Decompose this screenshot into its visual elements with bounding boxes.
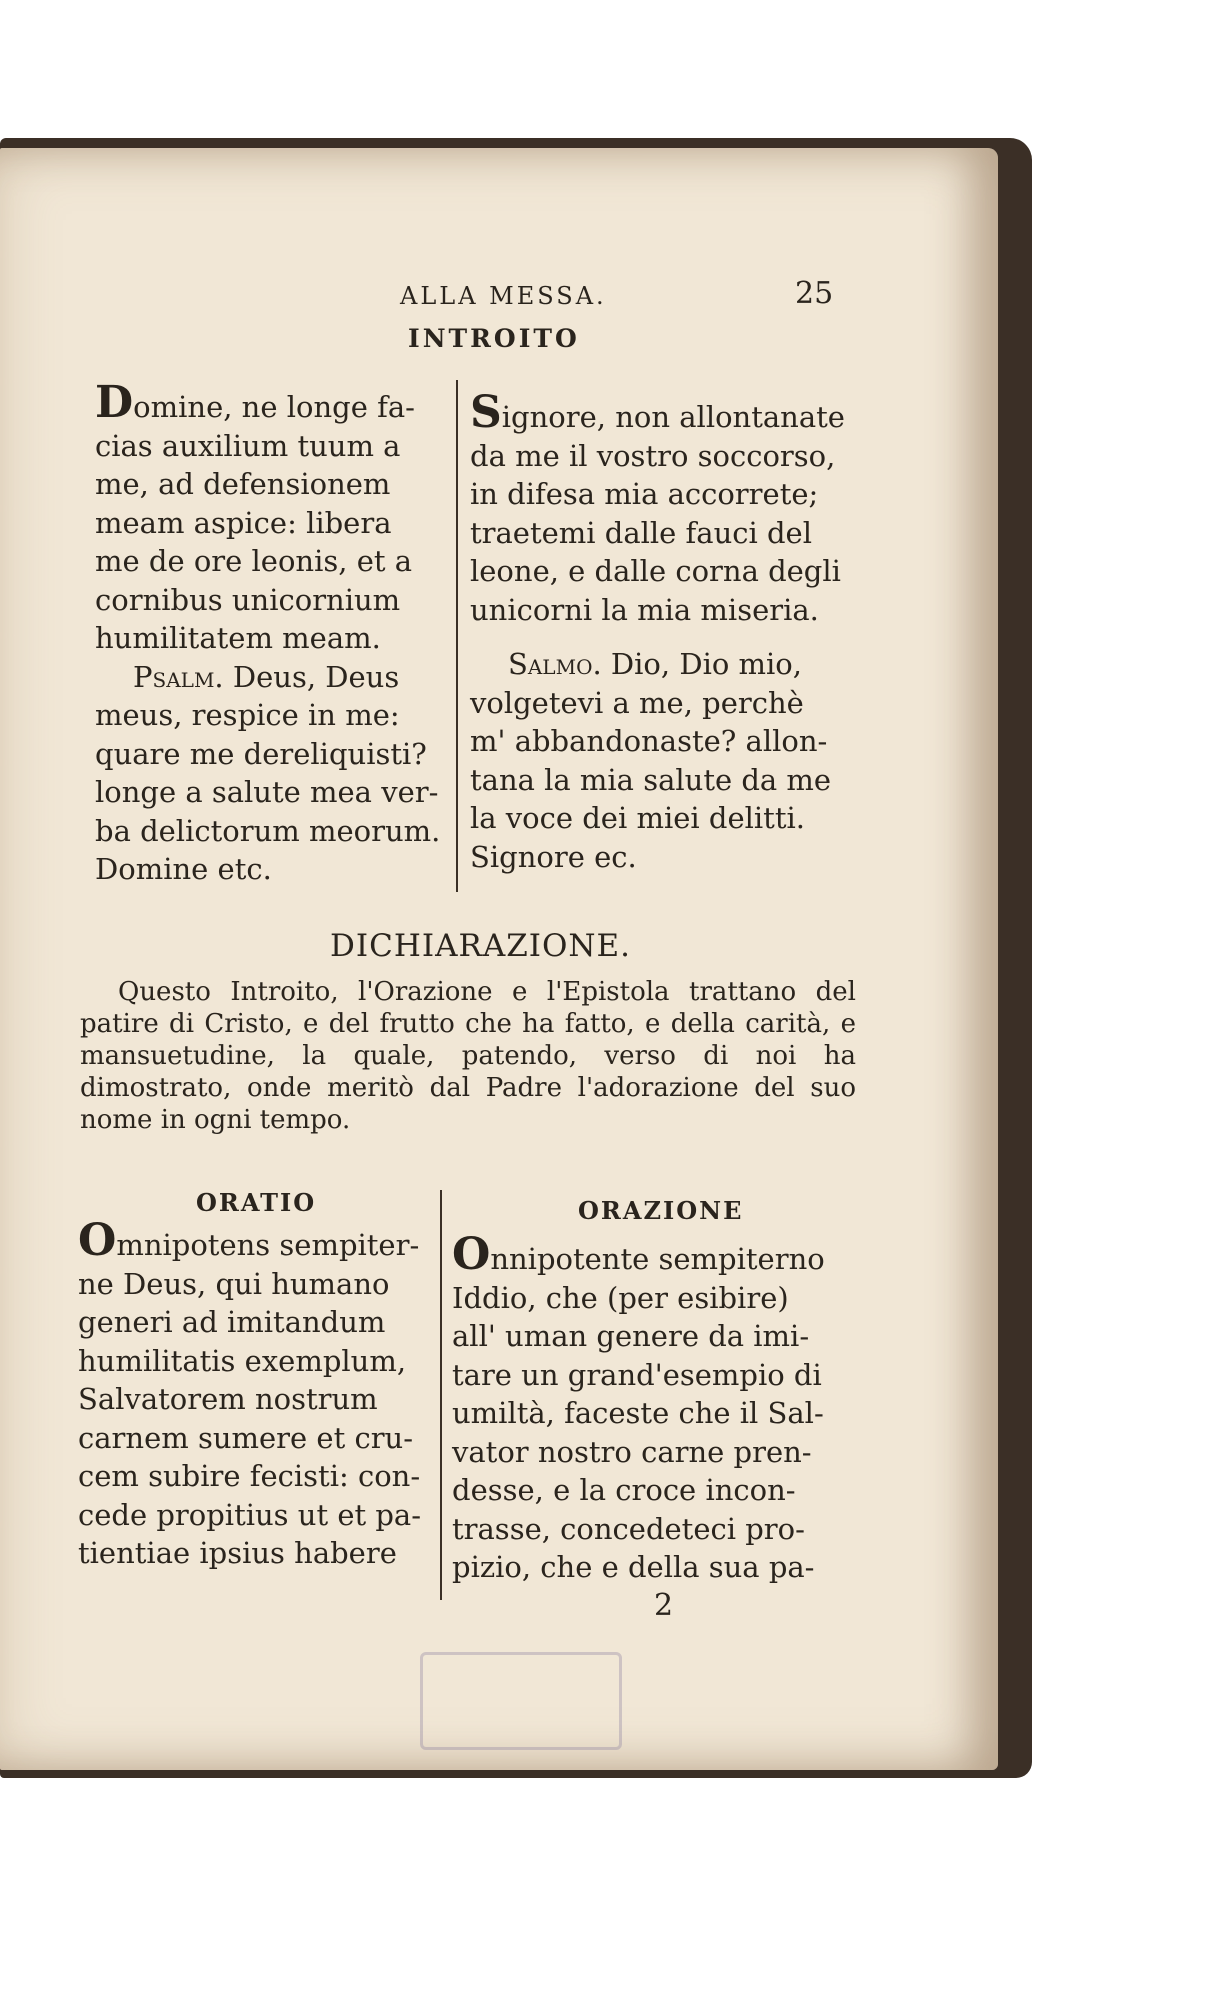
introit-italian-line-2: in difesa mia accorrete;	[470, 477, 819, 511]
orazione-italian-line-3: tare un grand'esempio di	[452, 1357, 822, 1392]
introit-latin-column	[95, 377, 447, 889]
orazione-italian-line-7: trasse, concedeteci pro-	[452, 1511, 805, 1546]
introit-italian-line-0: Signore, non allontanate	[470, 387, 845, 438]
orazione-italian-line-0: Onnipotente sempiterno	[452, 1229, 825, 1280]
introit-latin-line-2: me, ad defensionem	[95, 467, 391, 501]
orazione-italian-line-8: pizio, che e della sua pa-	[452, 1550, 815, 1584]
introit-latin-line-5: cornibus unicornium	[95, 582, 401, 617]
latin-psalm-line-1: meus, respice in me:	[95, 698, 400, 732]
italian-psalm-line-5: Signore ec.	[470, 839, 637, 874]
latin-psalm-line-2: quare me dereliquisti?	[95, 736, 427, 771]
column-divider-top	[456, 380, 458, 892]
declaration-text: Questo Introito, l'Orazione e l'Epistola trattano del patire di Cristo, e del frutto che ha fatto, e della carità, e mansuetudine, la quale, patendo, verso di noi ha dimostrato, onde meritò dal Padre l'adorazione del suo nome in ogni tempo.	[80, 977, 856, 1135]
oratio-latin-line-5: carnem sumere et cru-	[78, 1420, 414, 1455]
introit-latin-initial: D	[95, 377, 134, 428]
running-head: ALLA MESSA.	[400, 282, 607, 310]
introit-latin-line-3: meam aspice: libera	[95, 505, 392, 540]
latin-psalm-label: Psalm.	[133, 659, 224, 694]
declaration-title: DICHIARAZIONE.	[330, 928, 632, 964]
orazione-italian-column	[452, 1229, 844, 1587]
oratio-latin-line-4: Salvatorem nostrum	[78, 1382, 378, 1416]
oratio-latin-line-8: tientiae ipsius habere	[78, 1536, 397, 1570]
italian-psalm-line-0: Salmo. Dio, Dio mio,	[508, 647, 802, 681]
oratio-latin-initial: O	[78, 1215, 117, 1266]
orazione-italian-line-1: Iddio, che (per esibire)	[452, 1280, 789, 1315]
introit-latin-line-6: humilitatem meam.	[95, 621, 381, 655]
oratio-latin-line-6: cem subire fecisti: con-	[78, 1459, 421, 1493]
orazione-italian-initial: O	[452, 1229, 491, 1280]
introit-italian-line-3: traetemi dalle fauci del	[470, 515, 812, 550]
italian-psalm-line-4: la voce dei miei delitti.	[470, 801, 805, 835]
introit-latin-line-0: Domine, ne longe fa-	[95, 377, 415, 428]
oratio-latin-line-2: generi ad imitandum	[78, 1305, 386, 1339]
orazione-title: ORAZIONE	[578, 1196, 744, 1225]
signature-mark: 2	[654, 1588, 674, 1623]
oratio-title: ORATIO	[196, 1188, 317, 1217]
oratio-latin-line-3: humilitatis exemplum,	[78, 1343, 407, 1378]
introit-italian-line-1: da me il vostro soccorso,	[470, 438, 836, 473]
column-divider-bottom	[440, 1190, 442, 1600]
italian-psalm-line-2: m' abbandonaste? allon-	[470, 724, 828, 758]
orazione-italian-line-2: all' uman genere da imi-	[452, 1319, 810, 1353]
latin-psalm-line-5: Domine etc.	[95, 852, 272, 886]
introit-italian-line-4: leone, e dalle corna degli	[470, 554, 841, 588]
italian-psalm-line-3: tana la mia salute da me	[470, 762, 832, 797]
book-page	[0, 148, 998, 1770]
latin-psalm-line-0: Psalm. Deus, Deus	[133, 659, 400, 694]
introit-italian-line-5: unicorni la mia miseria.	[470, 592, 819, 627]
introit-italian-column	[470, 387, 866, 876]
oratio-latin-line-1: ne Deus, qui humano	[78, 1266, 390, 1301]
orazione-italian-line-5: vator nostro carne pren-	[452, 1434, 812, 1469]
spacer	[470, 629, 866, 645]
latin-psalm-line-3: longe a salute mea ver-	[95, 775, 439, 809]
introit-latin-line-4: me de ore leonis, et a	[95, 544, 413, 578]
oratio-latin-column	[78, 1215, 426, 1573]
latin-psalm-line-4: ba delictorum meorum.	[95, 813, 441, 848]
oratio-latin-line-7: cede propitius ut et pa-	[78, 1497, 422, 1532]
page-number: 25	[795, 276, 834, 311]
library-stamp	[420, 1652, 622, 1750]
introit-title: INTROITO	[408, 324, 580, 353]
introit-latin-line-1: cias auxilium tuum a	[95, 428, 401, 463]
oratio-latin-line-0: Omnipotens sempiter-	[78, 1215, 420, 1266]
introit-italian-initial: S	[470, 387, 502, 438]
orazione-italian-line-6: desse, e la croce incon-	[452, 1473, 796, 1507]
orazione-italian-line-4: umiltà, faceste che il Sal-	[452, 1396, 824, 1430]
italian-psalm-label: Salmo.	[508, 647, 602, 681]
italian-psalm-line-1: volgetevi a me, perchè	[470, 685, 804, 720]
